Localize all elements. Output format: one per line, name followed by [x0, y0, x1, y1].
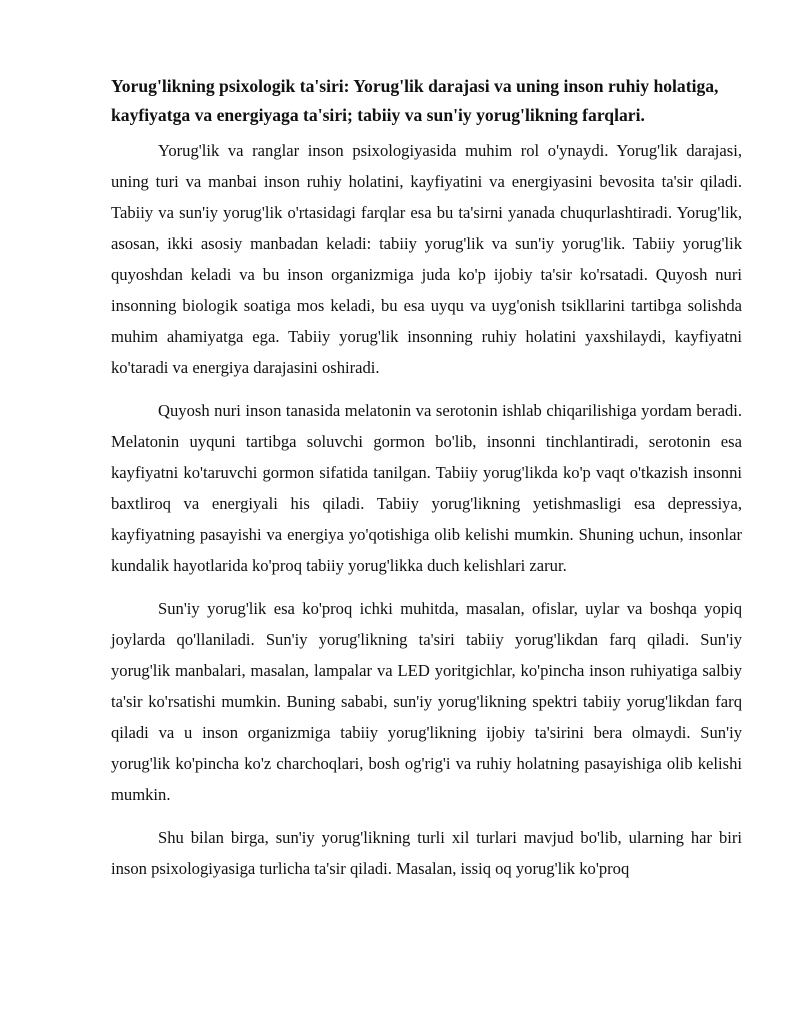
paragraph-2: Quyosh nuri inson tanasida melatonin va serotonin ishlab chiqarilishiga yordam beradi. Melatonin uyquni tartibga soluvchi gormon bo'lib, insonni tinchlantiradi, serotonin esa kayfiyatni ko'taruvchi gormon sifatida tanilgan. Tabiiy yorug'likda ko'p vaqt o'tkazish insonni baxtliroq va energiyali his qiladi. Tabiiy yorug'likning yetishmasligi esa depressiya, kayfiyatning pasayishi va energiya yo'qotishiga olib kelishi mumkin. Shuning uchun, insonlar kundalik hayotlarida ko'proq tabiiy yorug'likka duch kelishlari zarur.	[111, 401, 742, 575]
paragraph-1: Yorug'lik va ranglar inson psixologiyasida muhim rol o'ynaydi. Yorug'lik darajasi, uning turi va manbai inson ruhiy holatini, kayfiyatini va energiyasini bevosita ta'sir qiladi. Tabiiy va sun'iy yorug'lik o'rtasidagi farqlar esa bu ta'sirni yanada chuqurlashtiradi. Yorug'lik, asosan, ikki asosiy manbadan keladi: tabiiy yorug'lik va sun'iy yorug'lik. Tabiiy yorug'lik quyoshdan keladi va bu inson organizmiga juda ko'p ijobiy ta'sir ko'rsatadi. Quyosh nuri insonning biologik soatiga mos keladi, bu esa uyqu va uyg'onish tsikllarini tartibga solishda muhim ahamiyatga ega. Tabiiy yorug'lik insonning ruhiy holatini yaxshilaydi, kayfiyatni ko'taradi va energiya darajasini oshiradi.	[111, 141, 742, 377]
paragraph-4: Shu bilan birga, sun'iy yorug'likning turli xil turlari mavjud bo'lib, ularning har biri inson psixologiyasiga turlicha ta'sir qiladi. Masalan, issiq oq yorug'lik ko'proq	[111, 828, 742, 878]
section-heading: Yorug'likning psixologik ta'siri: Yorug'lik darajasi va uning inson ruhiy holatiga, kayfiyatga va energiyaga ta'siri; tabiiy va sun'iy yorug'likning farqlari.	[111, 76, 719, 125]
paragraph-3: Sun'iy yorug'lik esa ko'proq ichki muhitda, masalan, ofislar, uylar va boshqa yopiq joylarda qo'llaniladi. Sun'iy yorug'likning ta'siri tabiiy yorug'likdan farq qiladi. Sun'iy yorug'lik manbalari, masalan, lampalar va LED yoritgichlar, ko'pincha inson ruhiyatiga salbiy ta'sir ko'rsatishi mumkin. Buning sababi, sun'iy yorug'likning spektri tabiiy yorug'likdan farq qiladi va u inson organizmiga tabiiy yorug'likning ijobiy ta'sirini bera olmaydi. Sun'iy yorug'lik ko'pincha ko'z charchoqlari, bosh og'rig'i va ruhiy holatning pasayishiga olib kelishi mumkin.	[111, 599, 742, 804]
document-body	[111, 72, 742, 884]
